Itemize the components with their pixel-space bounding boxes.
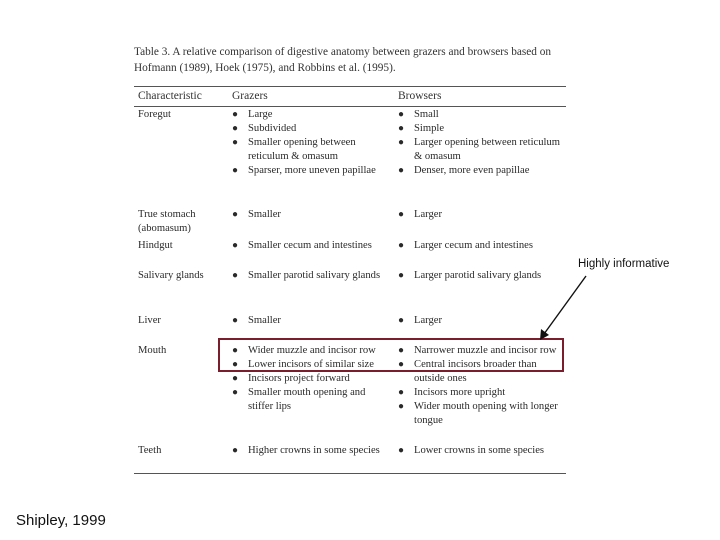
row-characteristic: True stomach (abomasum) xyxy=(138,209,196,234)
list-item: ● Wider mouth opening with longer tongue xyxy=(398,401,558,426)
list-item: ● Larger xyxy=(398,209,443,220)
list-item: ● Lower crowns in some species xyxy=(398,445,545,456)
list-item: ● Lower incisors of similar size xyxy=(232,359,374,370)
header-grazers: Grazers xyxy=(232,90,268,102)
bullet-icon: ● xyxy=(398,209,405,220)
list-item: ● Subdivided xyxy=(232,123,297,134)
bullet-icon: ● xyxy=(232,240,239,251)
bullet-icon: ● xyxy=(232,109,239,120)
list-item: ● Narrower muzzle and incisor row xyxy=(398,345,557,356)
row-characteristic: Teeth xyxy=(138,445,162,456)
list-item: ● Smaller xyxy=(232,209,281,220)
list-item: ● Wider muzzle and incisor row xyxy=(232,345,376,356)
row-characteristic: Liver xyxy=(138,315,161,326)
list-item: ● Smaller xyxy=(232,315,281,326)
bullet-icon: ● xyxy=(398,387,405,398)
list-item: ● Smaller parotid salivary glands xyxy=(232,270,381,281)
list-item: ● Incisors project forward xyxy=(232,373,350,384)
bullet-icon: ● xyxy=(398,359,405,370)
list-item: ● Simple xyxy=(398,123,445,134)
bullet-icon: ● xyxy=(232,359,239,370)
list-item: ● Central incisors broader than outside ones xyxy=(398,359,537,384)
bullet-icon: ● xyxy=(232,445,239,456)
row-characteristic: Foregut xyxy=(138,109,171,120)
bullet-icon: ● xyxy=(232,387,239,398)
list-item: ● Larger xyxy=(398,315,443,326)
table-caption: Table 3. A relative comparison of digestive anatomy between grazers and browsers based on Hofmann (1989), Hoek (1975), and Robbins et al. (1995). xyxy=(134,46,552,74)
bullet-icon: ● xyxy=(398,240,405,251)
bullet-icon: ● xyxy=(232,165,239,176)
list-item: ● Smaller mouth opening and stiffer lips xyxy=(232,387,366,412)
bullet-icon: ● xyxy=(232,373,239,384)
row-characteristic: Salivary glands xyxy=(138,270,204,281)
header-characteristic: Characteristic xyxy=(138,90,202,102)
source-credit: Shipley, 1999 xyxy=(16,512,106,529)
bullet-icon: ● xyxy=(232,345,239,356)
bullet-icon: ● xyxy=(232,123,239,134)
bullet-icon: ● xyxy=(232,315,239,326)
bullet-icon: ● xyxy=(232,137,239,148)
header-browsers: Browsers xyxy=(398,90,442,102)
bullet-icon: ● xyxy=(398,445,405,456)
bullet-icon: ● xyxy=(398,109,405,120)
list-item: ● Denser, more even papillae xyxy=(398,165,530,176)
list-item: ● Large xyxy=(232,109,273,120)
bullet-icon: ● xyxy=(398,270,405,281)
bullet-icon: ● xyxy=(398,315,405,326)
row-characteristic: Mouth xyxy=(138,345,167,356)
list-item: ● Smaller cecum and intestines xyxy=(232,240,372,251)
bullet-icon: ● xyxy=(398,345,405,356)
list-item: ● Small xyxy=(398,109,439,120)
row-characteristic: Hindgut xyxy=(138,240,173,251)
list-item: ● Smaller opening between reticulum & omasum xyxy=(232,137,356,162)
bullet-icon: ● xyxy=(232,270,239,281)
list-item: ● Incisors more upright xyxy=(398,387,506,398)
bullet-icon: ● xyxy=(232,209,239,220)
annotation-label: Highly informative xyxy=(578,258,670,270)
list-item: ● Sparser, more uneven papillae xyxy=(232,165,376,176)
bullet-icon: ● xyxy=(398,165,405,176)
list-item: ● Larger cecum and intestines xyxy=(398,240,533,251)
list-item: ● Larger opening between reticulum & omasum xyxy=(398,137,561,162)
bullet-icon: ● xyxy=(398,401,405,412)
bullet-icon: ● xyxy=(398,137,405,148)
bullet-icon: ● xyxy=(398,123,405,134)
list-item: ● Higher crowns in some species xyxy=(232,445,380,456)
list-item: ● Larger parotid salivary glands xyxy=(398,270,542,281)
